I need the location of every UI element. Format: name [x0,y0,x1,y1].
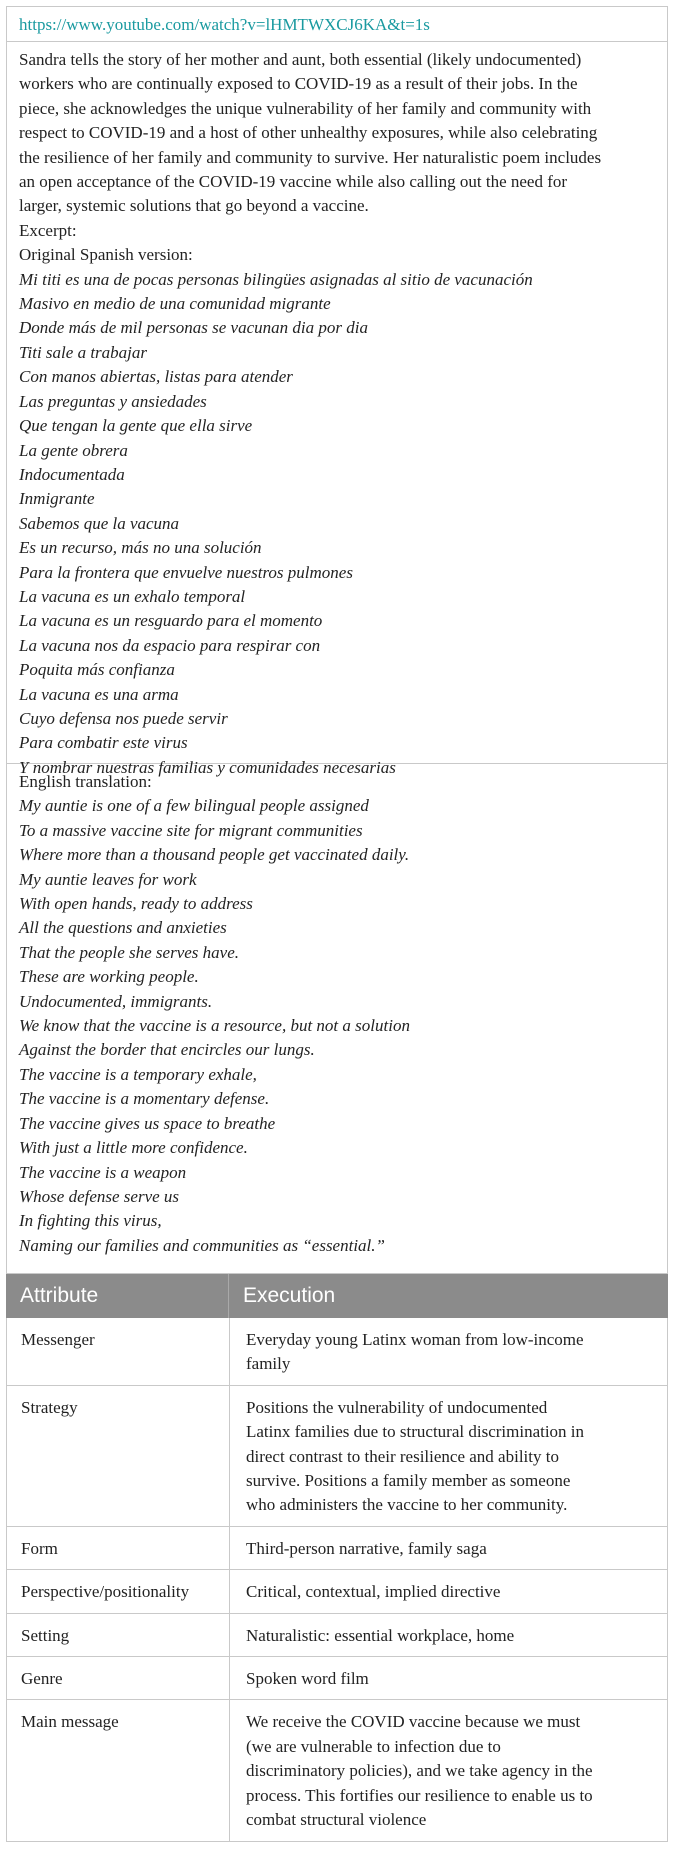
execution-cell [230,1570,667,1612]
execution-line: who administers the vaccine to her community. [246,1495,568,1515]
poem-line: La vacuna es una arma [19,684,179,704]
poem-line: Para la frontera que envuelve nuestros pulmones [19,562,353,582]
execution-cell [230,1700,667,1840]
poem-line: The vaccine is a temporary exhale, [19,1064,257,1084]
video-link[interactable]: https://www.youtube.com/watch?v=lHMTWXCJ6KA&t=1s [19,15,430,34]
poem-line: In fighting this virus, [19,1211,162,1231]
poem-line: Con manos abiertas, listas para atender [19,367,293,387]
table-row [6,1570,668,1613]
poem-line: Undocumented, immigrants. [19,991,213,1011]
table-row [6,1614,668,1657]
execution-line: direct contrast to their resilience and ability to [246,1446,559,1466]
execution-line: discriminatory policies), and we take agency in the [246,1761,593,1781]
execution-line: We receive the COVID vaccine because we must [246,1712,581,1732]
excerpt-english-block [6,764,668,1274]
poem-line: Cuyo defensa nos puede servir [19,708,228,728]
poem-line: Es un recurso, más no una solución [19,538,262,558]
poem-line: La vacuna es un resguardo para el momento [19,611,323,631]
intro-paragraph [19,48,655,219]
poem-line: Y nombrar nuestras familias y comunidades necesarias [19,757,396,777]
execution-cell [230,1527,667,1569]
table-row [6,1386,668,1527]
intro-line: larger, systemic solutions that go beyond a vaccine. [19,196,369,216]
intro-line: the resilience of her family and community to survive. Her naturalistic poem includes [19,147,602,167]
execution-line: combat structural violence [246,1810,427,1830]
intro-line: workers who are continually exposed to COVID-19 as a result of their jobs. In the [19,74,578,94]
intro-line: an open acceptance of the COVID-19 vaccine while also calling out the need for [19,172,568,192]
execution-line: Latinx families due to structural discrimination in [246,1422,585,1442]
poem-line: To a massive vaccine site for migrant communities [19,820,363,840]
execution-cell [230,1657,667,1699]
poem-line: With open hands, ready to address [19,894,253,914]
poem-line: Sabemos que la vacuna [19,513,180,533]
table-row [6,1318,668,1386]
poem-line: Titi sale a trabajar [19,342,147,362]
attribute-cell: Main message [7,1700,230,1840]
poem-line: All the questions and anxieties [19,918,227,938]
intro-line: piece, she acknowledges the unique vulnerability of her family and community with [19,98,592,118]
attribute-cell: Strategy [7,1386,230,1526]
poem-line: The vaccine gives us space to breathe [19,1113,276,1133]
poem-line: That the people she serves have. [19,942,239,962]
english-label: English translation: [19,772,152,791]
execution-line: survive. Positions a family member as someone [246,1471,571,1491]
execution-cell [230,1318,667,1385]
attribute-cell: Perspective/positionality [7,1570,230,1612]
table-row [6,1527,668,1570]
poem-line: La vacuna nos da espacio para respirar con [19,635,321,655]
execution-line: Everyday young Latinx woman from low-income [246,1330,584,1349]
execution-line: (we are vulnerable to infection due to [246,1736,501,1756]
document [6,6,668,1842]
poem-line: Poquita más confianza [19,660,175,680]
table-header [6,1274,668,1318]
poem-line: The vaccine is a weapon [19,1162,187,1182]
execution-line: Spoken word film [246,1669,369,1689]
poem-line: Where more than a thousand people get vaccinated daily. [19,845,410,865]
execution-line: family [246,1354,291,1374]
poem-line: Que tengan la gente que ella sirve [19,416,253,436]
poem-line: Naming our families and communities as “essential.” [19,1235,385,1255]
execution-line: Positions the vulnerability of undocumented [246,1397,548,1417]
url-row [6,6,668,42]
poem-line: Las preguntas y ansiedades [19,391,207,411]
poem-line: Para combatir este virus [19,733,188,753]
poem-line: We know that the vaccine is a resource, but not a solution [19,1016,410,1036]
header-attribute: Attribute [6,1274,229,1318]
table-row [6,1657,668,1700]
table-body [6,1318,668,1842]
excerpt-label: Excerpt: [19,220,77,240]
excerpt-spanish-block [6,42,668,777]
spanish-poem [19,268,655,781]
intro-line: Sandra tells the story of her mother and aunt, both essential (likely undocumented) [19,50,582,69]
poem-line: La vacuna es un exhalo temporal [19,586,246,606]
poem-line: La gente obrera [19,440,128,460]
attribute-cell: Genre [7,1657,230,1699]
poem-line: Masivo en medio de una comunidad migrante [19,294,331,314]
english-poem [19,794,655,1258]
poem-line: Against the border that encircles our lungs. [19,1040,315,1060]
execution-cell [230,1614,667,1656]
execution-line: Third-person narrative, family saga [246,1538,487,1558]
execution-cell [230,1386,667,1526]
poem-line: My auntie leaves for work [19,869,197,889]
execution-line: Critical, contextual, implied directive [246,1582,501,1602]
intro-line: respect to COVID-19 and a host of other unhealthy exposures, while also celebrating [19,123,598,143]
poem-line: The vaccine is a momentary defense. [19,1089,270,1109]
attribute-cell: Messenger [7,1318,230,1385]
attribute-cell: Setting [7,1614,230,1656]
poem-line: Indocumentada [19,464,125,484]
poem-line: Donde más de mil personas se vacunan dia por dia [19,318,368,338]
poem-line: With just a little more confidence. [19,1138,248,1158]
spanish-label: Original Spanish version: [19,245,193,265]
execution-line: Naturalistic: essential workplace, home [246,1625,515,1645]
table-row [6,1700,668,1841]
header-execution: Execution [243,1284,336,1307]
execution-line: process. This fortifies our resilience to enable us to [246,1785,593,1805]
poem-line: Inmigrante [19,489,95,509]
poem-line: Whose defense serve us [19,1186,180,1206]
attribute-cell: Form [7,1527,230,1569]
poem-line: These are working people. [19,967,199,987]
poem-line: My auntie is one of a few bilingual people assigned [19,796,369,816]
poem-line: Mi titi es una de pocas personas bilingües asignadas al sitio de vacunación [19,269,533,289]
